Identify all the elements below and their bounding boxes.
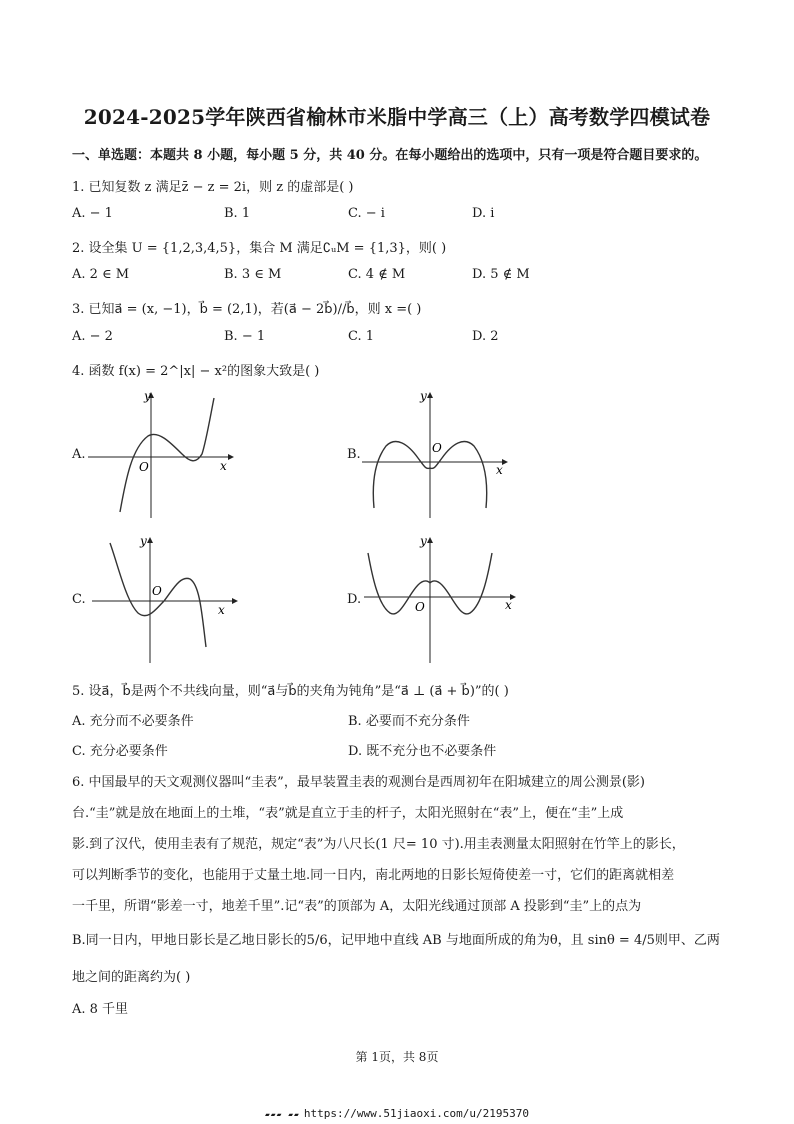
question-5-option-c: C. 充分必要条件 (72, 744, 168, 759)
question-2-option-c: C. 4 ∉ M (348, 267, 406, 282)
question-2-option-a: A. 2 ∈ M (72, 267, 130, 282)
question-6-line-3: 影.到了汉代，使用圭表有了规范，规定“表”为八尺长(1 尺= 10 寸).用圭表测量太阳照射在竹竿上的影长， (72, 837, 685, 852)
question-6-line-4: 可以判断季节的变化，也能用于丈量土地.同一日内，南北两地的日影长短倚使差一寸，它们的距离就相差 (72, 868, 675, 883)
graph-b-y-axis-label: y (420, 390, 427, 403)
question-6-option-a: A. 8 千里 (72, 1002, 129, 1017)
question-1-option-b: B. 1 (224, 206, 251, 221)
question-6-line-7: 地之间的距离约为( ) (72, 970, 191, 985)
watermark-url[interactable]: https://www.51jiaoxi.com/u/2195370 (303, 1107, 530, 1120)
question-4-stem: 4. 函数 f(x) = 2^|x| − x²的图象大致是( ) (72, 364, 320, 379)
question-2-option-d: D. 5 ∉ M (472, 267, 530, 282)
graph-a (86, 390, 236, 520)
question-1-option-d: D. i (472, 206, 495, 221)
question-5-option-d: D. 既不充分也不必要条件 (348, 744, 497, 759)
question-1-option-c: C. − i (348, 206, 385, 221)
graph-b-x-axis-label: x (496, 463, 503, 477)
question-6-line-2: 台.“圭”就是放在地面上的土堆，“表”就是直立于圭的杆子，太阳光照射在“表”上，便在“圭”上成 (72, 806, 624, 821)
section-heading: 一、单选题：本题共 8 小题，每小题 5 分，共 40 分。在每小题给出的选项中，只有一项是符合题目要求的。 (72, 148, 708, 163)
paper-title: 2024-2025学年陕西省榆林市米脂中学高三（上）高考数学四模试卷 (83, 105, 711, 129)
graph-a-x-axis-label: x (220, 459, 227, 473)
graph-c (90, 535, 240, 665)
question-2-option-b: B. 3 ∈ M (224, 267, 282, 282)
graph-c-label: C. (72, 592, 86, 607)
question-5-option-a: A. 充分而不必要条件 (72, 714, 194, 729)
page-footer: 第 1页，共 8页 (355, 1050, 439, 1064)
graph-a-origin-label: O (139, 460, 149, 474)
graph-d-x-axis-label: x (505, 598, 512, 612)
question-3-option-c: C. 1 (348, 329, 375, 344)
graph-b-label: B. (347, 447, 361, 462)
question-1-option-a: A. − 1 (72, 206, 113, 221)
question-5-stem: 5. 设a⃗，b⃗是两个不共线向量，则“a⃗与b⃗的夹角为钝角”是“a⃗ ⊥ (a⃗ + b⃗)”的( ) (72, 684, 509, 699)
question-6-line-1: 6. 中国最早的天文观测仪器叫“圭表”，最早装置圭表的观测台是西周初年在阳城建立的周公测景(影) (72, 775, 645, 790)
question-5-option-b: B. 必要而不充分条件 (348, 714, 470, 729)
graph-c-x-axis-label: x (218, 603, 225, 617)
question-2-stem: 2. 设全集 U = {1,2,3,4,5}，集合 M 满足∁ᵤM = {1,3}，则( ) (72, 241, 447, 256)
question-1-stem: 1. 已知复数 z 满足z̄ − z = 2i，则 z 的虚部是( ) (72, 180, 354, 195)
graph-d (362, 535, 518, 665)
graph-c-y-axis-label: y (140, 535, 147, 548)
question-3-option-b: B. − 1 (224, 329, 266, 344)
graph-a-y-axis-label: y (144, 390, 151, 403)
watermark-logo-icon: ▰▰▰ ▰▰ (264, 1110, 300, 1119)
question-3-option-a: A. − 2 (72, 329, 113, 344)
graph-b-origin-label: O (432, 441, 442, 455)
graph-d-origin-label: O (415, 600, 425, 614)
graph-c-origin-label: O (152, 584, 162, 598)
watermark (0, 1107, 794, 1120)
question-6-line-5: 一千里，所谓“影差一寸，地差千里”.记“表”的顶部为 A，太阳光线通过顶部 A 投影到“圭”上的点为 (72, 899, 642, 914)
graph-b (360, 390, 510, 520)
graph-d-label: D. (347, 592, 362, 607)
graph-a-label: A. (72, 447, 86, 462)
graph-d-y-axis-label: y (420, 535, 427, 548)
question-3-option-d: D. 2 (472, 329, 499, 344)
question-3-stem: 3. 已知a⃗ = (x, −1)，b⃗ = (2,1)，若(a⃗ − 2b⃗)//b⃗，则 x =( ) (72, 302, 422, 317)
question-6-line-6: B.同一日内，甲地日影长是乙地日影长的5/6，记甲地中直线 AB 与地面所成的角为θ，且 sinθ = 4/5则甲、乙两 (72, 933, 720, 948)
